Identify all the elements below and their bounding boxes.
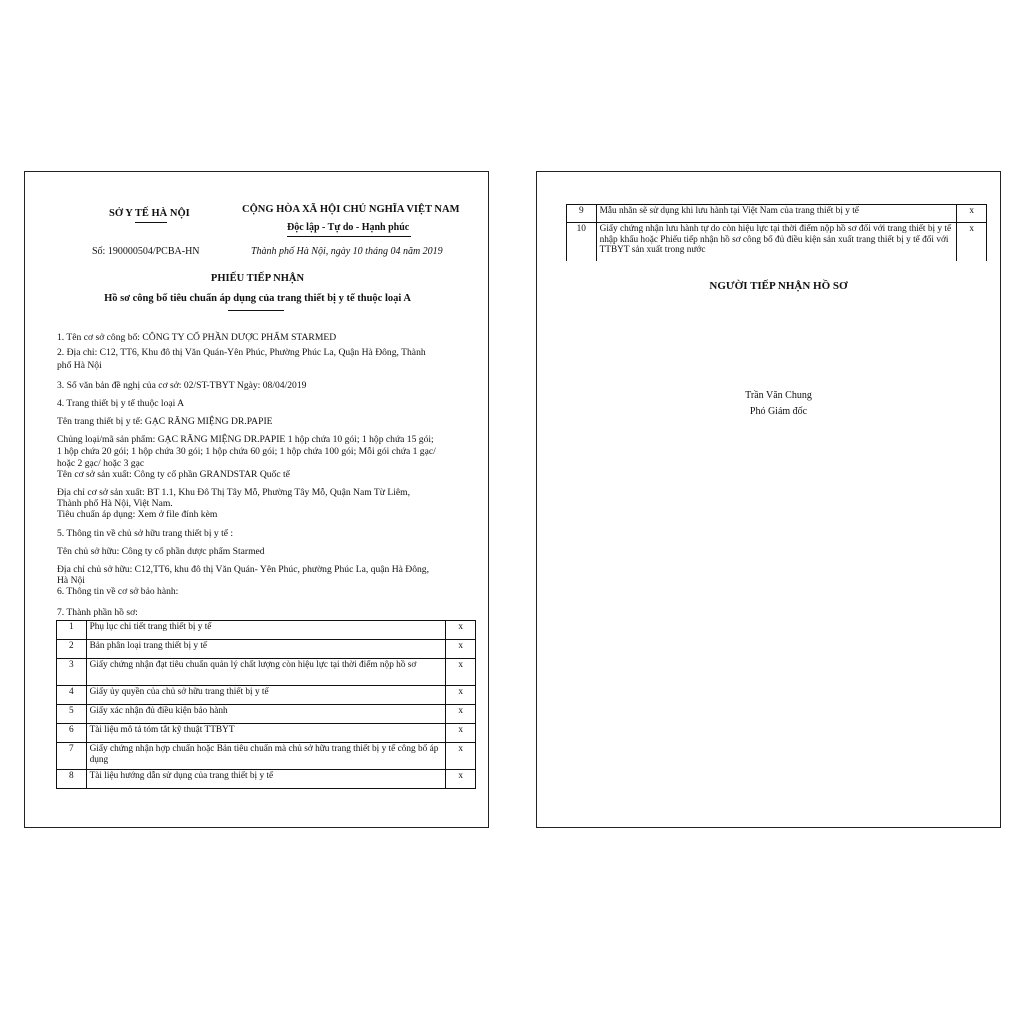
table-row bbox=[567, 205, 987, 223]
row-check: x bbox=[957, 223, 987, 261]
document-page-1 bbox=[24, 171, 489, 828]
place-date: Thành phố Hà Nội, ngày 10 tháng 04 năm 2019 bbox=[251, 246, 443, 257]
document-number: Số: 190000504/PCBA-HN bbox=[92, 246, 200, 257]
row-check: x bbox=[446, 659, 476, 686]
row-check: x bbox=[446, 686, 476, 705]
info-line: 1. Tên cơ sở công bố: CÔNG TY CỔ PHẦN DƯỢC PHẨM STARMED bbox=[57, 332, 337, 343]
info-line: 5. Thông tin về chủ sở hữu trang thiết bị y tế : bbox=[57, 528, 234, 539]
row-description: Bản phân loại trang thiết bị y tế bbox=[86, 640, 446, 659]
info-line: 4. Trang thiết bị y tế thuộc loại A bbox=[57, 398, 185, 409]
signer-name: Trần Văn Chung bbox=[745, 390, 812, 401]
row-description: Mẫu nhãn sẽ sử dụng khi lưu hành tại Việt Nam của trang thiết bị y tế bbox=[596, 205, 957, 223]
document-subtitle: Hồ sơ công bố tiêu chuẩn áp dụng của trang thiết bị y tế thuộc loại A bbox=[104, 293, 411, 304]
row-number: 10 bbox=[567, 223, 597, 261]
table-row bbox=[57, 686, 476, 705]
row-check: x bbox=[957, 205, 987, 223]
info-line: Địa chỉ cơ sở sản xuất: BT 1.1, Khu Đô Thị Tây Mỗ, Phường Tây Mỗ, Quận Nam Từ Liêm, bbox=[57, 487, 411, 498]
title-underline bbox=[228, 310, 284, 311]
row-number: 8 bbox=[57, 770, 87, 789]
row-description: Giấy xác nhận đủ điều kiện bảo hành bbox=[86, 705, 446, 724]
document-page-2 bbox=[536, 171, 1001, 828]
row-description: Giấy chứng nhận lưu hành tự do còn hiệu lực tại thời điểm nộp hồ sơ đối với trang thiết bị y tế nhập khẩu hoặc Phiếu tiếp nhận hồ sơ công bố đủ điều kiện sản xuất trang thiết bị y tế đối với TTBYT sản xuất trong nước bbox=[596, 223, 957, 261]
info-line: phố Hà Nội bbox=[57, 360, 102, 371]
info-line: Địa chỉ chủ sở hữu: C12,TT6, khu đô thị Văn Quán- Yên Phúc, phường Phúc La, quận Hà Đông, bbox=[57, 564, 429, 575]
table-row bbox=[57, 705, 476, 724]
row-description: Giấy chứng nhận hợp chuẩn hoặc Bản tiêu chuẩn mà chủ sở hữu trang thiết bị y tế công bố áp dụng bbox=[86, 743, 446, 770]
dossier-components-table bbox=[56, 620, 476, 789]
dossier-components-table-continued bbox=[566, 204, 987, 261]
motto-underline bbox=[287, 236, 411, 237]
row-number: 7 bbox=[57, 743, 87, 770]
row-check: x bbox=[446, 621, 476, 640]
info-line: 1 hộp chứa 20 gói; 1 hộp chứa 30 gói; 1 hộp chứa 60 gói; 1 hộp chứa 100 gói; Mỗi gói chứa 1 gạc/ bbox=[57, 446, 436, 457]
row-description: Phụ lục chi tiết trang thiết bị y tế bbox=[86, 621, 446, 640]
row-number: 4 bbox=[57, 686, 87, 705]
info-line: Hà Nội bbox=[57, 575, 85, 586]
row-description: Tài liệu hướng dẫn sử dụng của trang thiết bị y tế bbox=[86, 770, 446, 789]
info-line: Tiêu chuẩn áp dụng: Xem ở file đính kèm bbox=[57, 509, 218, 520]
receiver-title: NGƯỜI TIẾP NHẬN HỒ SƠ bbox=[709, 280, 848, 292]
signer-role: Phó Giám đốc bbox=[749, 406, 808, 417]
row-number: 6 bbox=[57, 724, 87, 743]
row-number: 9 bbox=[567, 205, 597, 223]
info-line: 2. Địa chỉ: C12, TT6, Khu đô thị Văn Quán-Yên Phúc, Phường Phúc La, Quận Hà Đông, Thành bbox=[57, 347, 426, 358]
national-title: CỘNG HÒA XÃ HỘI CHỦ NGHĨA VIỆT NAM bbox=[242, 204, 460, 215]
row-check: x bbox=[446, 640, 476, 659]
row-number: 3 bbox=[57, 659, 87, 686]
national-motto: Độc lập - Tự do - Hạnh phúc bbox=[287, 222, 410, 233]
info-line: Tên cơ sở sản xuất: Công ty cổ phần GRANDSTAR Quốc tế bbox=[57, 469, 290, 480]
row-check: x bbox=[446, 770, 476, 789]
info-line: 6. Thông tin về cơ sở bảo hành: bbox=[57, 586, 179, 597]
info-line: hoặc 2 gạc/ hoặc 3 gạc bbox=[57, 458, 145, 469]
table-row bbox=[57, 640, 476, 659]
info-line: Tên trang thiết bị y tế: GẠC RĂNG MIỆNG DR.PAPIE bbox=[57, 416, 273, 427]
row-description: Tài liệu mô tả tóm tắt kỹ thuật TTBYT bbox=[86, 724, 446, 743]
table-row bbox=[57, 770, 476, 789]
row-check: x bbox=[446, 724, 476, 743]
row-number: 5 bbox=[57, 705, 87, 724]
table-row bbox=[57, 724, 476, 743]
row-number: 1 bbox=[57, 621, 87, 640]
issuing-agency: SỞ Y TẾ HÀ NỘI bbox=[109, 208, 190, 219]
info-line: Chủng loại/mã sản phẩm: GẠC RĂNG MIỆNG DR.PAPIE 1 hộp chứa 10 gói; 1 hộp chứa 15 gói; bbox=[57, 434, 434, 445]
row-check: x bbox=[446, 705, 476, 724]
info-line: Thành phố Hà Nội, Việt Nam. bbox=[57, 498, 173, 509]
table-row bbox=[57, 743, 476, 770]
table-row bbox=[57, 621, 476, 640]
table-row bbox=[57, 659, 476, 686]
info-line: 3. Số văn bản đề nghị của cơ sở: 02/ST-TBYT Ngày: 08/04/2019 bbox=[57, 380, 307, 391]
info-line: 7. Thành phần hồ sơ: bbox=[57, 607, 138, 618]
info-line: Tên chủ sở hữu: Công ty cổ phần dược phẩm Starmed bbox=[57, 546, 265, 557]
agency-underline bbox=[135, 222, 167, 223]
row-number: 2 bbox=[57, 640, 87, 659]
row-description: Giấy ủy quyền của chủ sở hữu trang thiết bị y tế bbox=[86, 686, 446, 705]
table-row bbox=[567, 223, 987, 261]
document-title: PHIẾU TIẾP NHẬN bbox=[210, 273, 305, 284]
row-check: x bbox=[446, 743, 476, 770]
row-description: Giấy chứng nhận đạt tiêu chuẩn quản lý chất lượng còn hiệu lực tại thời điểm nộp hồ sơ bbox=[86, 659, 446, 686]
